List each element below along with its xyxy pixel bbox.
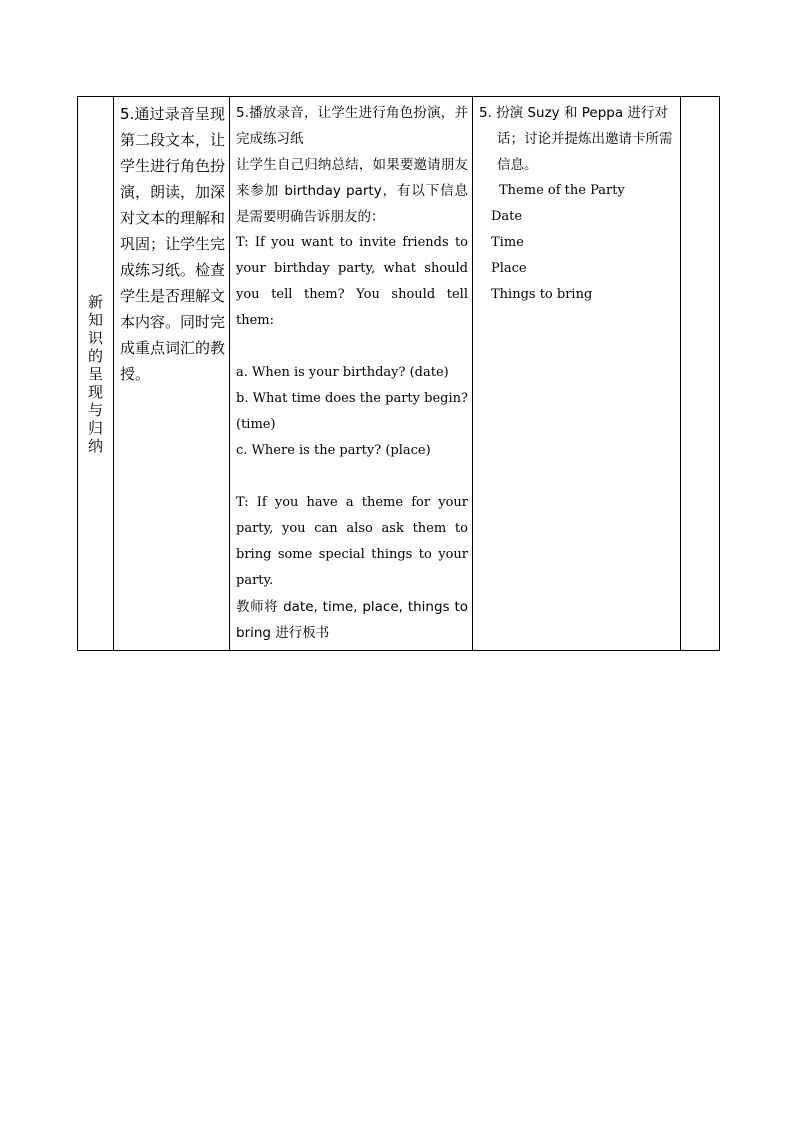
- list-item: Things to bring: [491, 287, 593, 302]
- student-activity-cell: [473, 97, 681, 651]
- teacher-question-intro: T: If you want to invite friends to your birthday party, what should you tell them? You should tell them:: [236, 235, 468, 328]
- list-item: Theme of the Party: [499, 183, 625, 198]
- stage-cell: [78, 97, 114, 651]
- teacher-question-b: b. What time does the party begin?(time): [236, 391, 468, 432]
- list-item: Date: [491, 209, 523, 224]
- list-item: Place: [491, 261, 527, 276]
- lesson-plan-table: [77, 96, 720, 651]
- note-cell: [681, 97, 720, 651]
- design-intent-cell: [114, 97, 230, 651]
- teacher-activity-cell: [230, 97, 473, 651]
- teacher-step-title: 5.播放录音，让学生进行角色扮演，并完成练习纸: [236, 105, 468, 147]
- teacher-question-c: c. Where is the party? (place): [236, 443, 431, 458]
- list-item: Time: [491, 235, 524, 250]
- student-step-title: 5. 扮演 Suzy 和 Peppa 进行对话；讨论并提炼出邀请卡所需信息。: [479, 105, 673, 173]
- design-intent-text: 5.通过录音呈现第二段文本，让学生进行角色扮演，朗读，加深对文本的理解和巩固；让学生完成练习纸。检查学生是否理解文本内容。同时完成重点词汇的教授。: [120, 105, 226, 383]
- teacher-question-a: a. When is your birthday? (date): [236, 365, 449, 380]
- teacher-summary: 让学生自己归纳总结，如果要邀请朋友来参加 birthday party，有以下信息是需要明确告诉朋友的：: [236, 157, 468, 225]
- teacher-board-note: 教师将 date, time, place, things to bring 进行板书: [236, 599, 468, 641]
- table-row: [78, 97, 720, 651]
- teacher-theme-prompt: T: If you have a theme for your party, you can also ask them to bring some special things to your party.: [236, 495, 468, 588]
- stage-label: 新知识的呈现与归纳: [87, 292, 103, 455]
